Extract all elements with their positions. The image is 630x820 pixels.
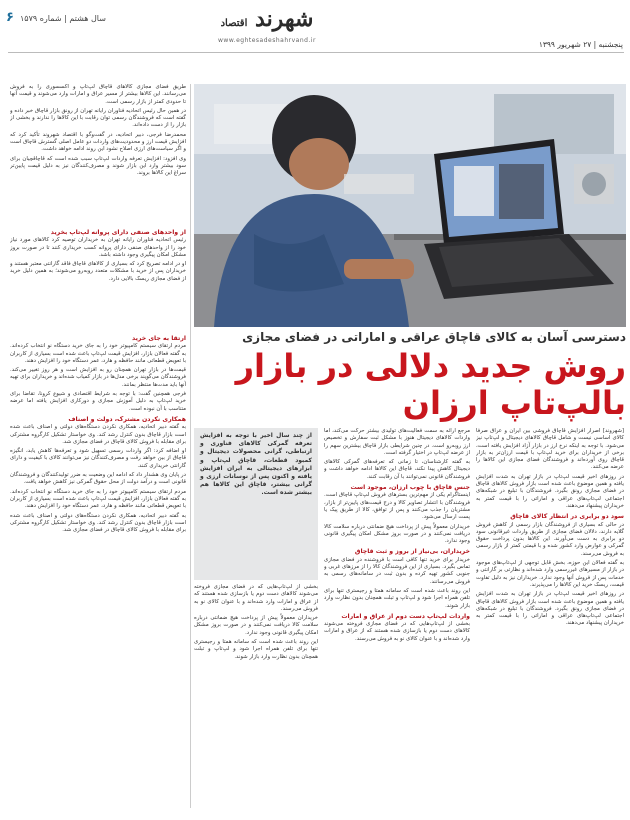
paragraph: به گفته دبیر اتحادیه، همکاری نکردن دستگاه‌های دولتی و اصناف باعث شده است بازار قاچاق بدون کنترل رشد کند. وی خواستار تشکیل کارگروه مشترکی برای مقابله با فروش کالای قاچاق در فضای مجازی شد. bbox=[10, 512, 186, 534]
paragraph: به گفته دبیر اتحادیه، همکاری نکردن دستگاه‌های دولتی و اصناف باعث شده است بازار قاچاق بدون کنترل رشد کند. وی خواستار تشکیل کارگروه مشترکی برای مقابله با فروش کالای قاچاق در فضای مجازی شد. bbox=[10, 424, 186, 445]
column-rule bbox=[190, 84, 191, 808]
paragraph: فرجی همچنین گفت: با توجه به شرایط اقتصادی و شیوع کرونا، تقاضا برای خرید لپ‌تاپ به دلیل آموزش مجازی و دورکاری افزایش یافته اما عرضه متناسب با آن نبوده است. bbox=[10, 391, 186, 412]
paragraph: او در ادامه تصریح کرد که بسیاری از کالاهای قاچاق فاقد گارانتی معتبر هستند و خریداران پس از خرید با مشکلات متعدد روبه‌رو می‌شوند؛ به همین دلیل خرید از فضای مجازی ریسک بالایی دارد. bbox=[10, 261, 186, 282]
left-lower-column bbox=[10, 332, 186, 812]
paragraph: [شهروند] اصرار افزایش قاچاق فروشی بین ایران و عراق صرفاً کالای اساسی نیست و شامل قاچاق کالاهای دیجیتال و لپ‌تاپ نیز می‌شود. با توجه به اینکه نرخ ارز در بازار آزاد افزایش یافته است، برخی از خریداران برای خرید لپ‌تاپ با قیمت ارزان‌تر به بازار قاچاق روی آورده‌اند و فروشندگان فضای مجازی این کالاها را عرضه می‌کنند. bbox=[476, 428, 624, 471]
paragraph: اینستاگرام یکی از مهم‌ترین بسترهای فروش لپ‌تاپ قاچاق است. فروشندگان با انتشار تصاویر کالا و درج قیمت‌های پایین‌تر از بازار، مشتریان را جذب می‌کنند و پس از توافق، کالا از طریق پیک یا پست ارسال می‌شود. bbox=[324, 492, 470, 521]
paragraph: این روند باعث شده است که سامانه همتا و رجیستری تنها برای تلفن همراه اجرا شود و لپ‌تاپ و تبلت همچنان بدون نظارت وارد بازار شوند. bbox=[324, 587, 470, 609]
middle-lower-column bbox=[194, 584, 318, 810]
subheading: ارتقا به جای خرید bbox=[132, 335, 186, 342]
left-top-column-2 bbox=[10, 226, 186, 330]
paragraph: در روزهای اخیر قیمت لپ‌تاپ در بازار تهران به شدت افزایش یافته و همین موضوع باعث شده است بازار فروش کالاهای قاچاق در فضای مجازی رونق بگیرد. فروشندگان با تبلیغ در شبکه‌های اجتماعی لپ‌تاپ‌های عراقی و اماراتی را با قیمت کمتر به خریداران پیشنهاد می‌دهند. bbox=[476, 473, 624, 509]
paragraph: بخشی از لپ‌تاپ‌هایی که در فضای مجازی فروخته می‌شوند کالاهای دست دوم یا بازسازی شده هستند که از عراق و امارات وارد شده‌اند و با عنوان کالای نو به فروش می‌رسند. bbox=[324, 621, 470, 642]
paragraph: قیمت‌ها در بازار تهران همچنان رو به افزایش است و هر روز تغییر می‌کند. فروشندگان می‌گویند برخی مدل‌ها در بازار کمیاب شده‌اند و خریداران برای تهیه آنها باید مدت‌ها منتظر بمانند. bbox=[10, 367, 186, 388]
subheading: واردات لپ‌تاپ دست دوم از عراق و امارات bbox=[341, 612, 470, 620]
subheading: از واحدهای صنفی دارای پروانه لپ‌تاپ بخرید bbox=[50, 229, 186, 236]
paragraph: مردم ارتقای سیستم کامپیوتر خود را به جای خرید دستگاه نو انتخاب کرده‌اند. به گفته فعالان بازار، افزایش قیمت لپ‌تاپ باعث شده است بسیاری از کاربران با تعویض قطعاتی مانند حافظه و هارد، عمر دستگاه خود را افزایش دهند. bbox=[10, 488, 186, 510]
photo-illustration bbox=[194, 84, 626, 327]
issue-info: سال هشتم | شماره ۱۵۷۹ bbox=[20, 14, 106, 23]
paragraph: در پایان وی هشدار داد که ادامه این وضعیت به ضرر تولیدکنندگان و فروشندگان قانونی است و درآمد دولت از محل حقوق گمرکی نیز کاهش خواهد یافت. bbox=[10, 472, 186, 486]
paragraph: محمدرضا فرجی، دبیر اتحادیه، در گفت‌وگو با اقتصاد شهروند تأکید کرد که افزایش قیمت ارز و محدودیت‌های واردات دو عامل اصلی گسترش قاچاق است و اگر سیاست‌های ارزی اصلاح نشود این روند ادامه خواهد داشت. bbox=[10, 131, 186, 153]
page-number: ۶ bbox=[6, 10, 14, 25]
article-photo bbox=[194, 84, 626, 327]
headline-line-2: بالپ‌تاپ ارزان bbox=[402, 384, 626, 422]
paragraph: در همین حال رئیس اتحادیه فناوران رایانه تهران از رونق بازار قاچاق خبر داده و گفته است که فروشندگان رسمی توان رقابت با این کالاها را ندارند و بخشی از بازار را از دست داده‌اند. bbox=[10, 107, 186, 129]
paragraph: در روزهای اخیر قیمت لپ‌تاپ در بازار تهران به شدت افزایش یافته و همین موضوع باعث شده است بازار فروش کالاهای قاچاق در فضای مجازی رونق بگیرد. فروشندگان با تبلیغ در شبکه‌های اجتماعی لپ‌تاپ‌های عراقی و اماراتی را با قیمت کمتر به خریداران پیشنهاد می‌دهند. bbox=[476, 591, 624, 627]
header-divider bbox=[8, 52, 624, 53]
paragraph: وی افزود: افزایش تعرفه واردات لپ‌تاپ سبب شده است که قاچاقچیان برای سود بیشتر وارد این بازار شوند و مصرف‌کنندگان نیز به دلیل قیمت پایین‌تر سراغ این کالاها بروند. bbox=[10, 155, 186, 177]
paragraph: خریداران معمولاً پیش از پرداخت هیچ ضمانتی درباره سلامت کالا دریافت نمی‌کنند و در صورت بروز مشکل امکان پیگیری قانونی وجود ندارد. bbox=[324, 523, 470, 545]
paragraph: مرجع ارائه به سمت فعالیت‌های تولیدی بیشتر حرکت می‌کند، اما واردات کالاهای دیجیتال هنوز با مشکل ثبت سفارش و تخصیص ارز روبه‌رو است. در چنین شرایطی بازار قاچاق بیشترین سهم را از عرضه لپ‌تاپ در اختیار گرفته است. bbox=[324, 428, 470, 456]
paragraph: این روند باعث شده است که سامانه همتا و رجیستری تنها برای تلفن همراه اجرا شود و لپ‌تاپ و تبلت همچنان بدون نظارت وارد بازار شوند. bbox=[194, 639, 318, 660]
logo-prefix-text: اقتصاد bbox=[220, 18, 248, 29]
paragraph: به گفته کارشناسان، تا زمانی که تعرفه‌های گمرکی کالاهای دیجیتال کاهش پیدا نکند، قاچاق این کالاها ادامه خواهد داشت و فروشندگان قانونی نمی‌توانند با آن رقابت کنند. bbox=[324, 459, 470, 480]
paragraph: خریداران معمولاً پیش از پرداخت هیچ ضمانتی درباره سلامت کالا دریافت نمی‌کنند و در صورت بروز مشکل امکان پیگیری قانونی وجود ندارد. bbox=[194, 615, 318, 636]
paragraph: مردم ارتقای سیستم کامپیوتر خود را به جای خرید دستگاه نو انتخاب کرده‌اند. به گفته فعالان بازار، افزایش قیمت لپ‌تاپ باعث شده است بسیاری از کاربران با تعویض قطعاتی مانند حافظه و هارد، عمر دستگاه خود را افزایش دهند. bbox=[10, 343, 186, 364]
subheading: همکاری نکردن مشترک، دولت و اصناف bbox=[68, 415, 186, 423]
logo-url: www.eghtesadeshahrvand.ir bbox=[218, 37, 316, 44]
dateline: پنجشنبه | ۲۷ شهریور ۱۳۹۹ bbox=[538, 40, 623, 49]
paragraph: طریق فضای مجازی کالاهای قاچاق لپ‌تاپ و اکسسوری را به فروش می‌رسانند. این کالاها بیشتر از مسیر عراق و امارات وارد می‌شوند و قیمت آنها تا حدودی کمتر از بازار رسمی است. bbox=[10, 84, 186, 105]
sidebar-quote-box bbox=[194, 428, 318, 580]
subheading: خریداران، بی‌نیاز از بروز و ثبت قاچاق bbox=[354, 548, 470, 556]
headline-line-1: روش جدید دلالی در بازار bbox=[235, 347, 626, 385]
middle-column bbox=[324, 428, 470, 810]
paragraph: بخشی از لپ‌تاپ‌هایی که در فضای مجازی فروخته می‌شوند کالاهای دست دوم یا بازسازی شده هستند که از عراق و امارات وارد شده‌اند و با عنوان کالای نو به فروش می‌رسند. bbox=[194, 584, 318, 612]
paragraph: رئیس اتحادیه فناوران رایانه تهران به خریداران توصیه کرد کالاهای مورد نیاز خود را از واحدهای صنفی دارای پروانه کسب خریداری کنند تا در صورت بروز مشکل امکان پیگیری وجود داشته باشد. bbox=[10, 237, 186, 258]
right-column bbox=[476, 428, 624, 810]
paragraph: او اضافه کرد: اگر واردات رسمی تسهیل شود و تعرفه‌ها کاهش یابد، انگیزه قاچاق از بین خواهد رفت و مصرف‌کنندگان نیز می‌توانند کالای با کیفیت و دارای گارانتی خریداری کنند. bbox=[10, 448, 186, 469]
article-kicker: دسترسی آسان به کالای قاچاق عراقی و اماراتی در فضای مجازی bbox=[242, 330, 626, 344]
article-headline bbox=[194, 348, 626, 422]
subheading: جنس قاچاق با چوب ارزان، موجود است bbox=[350, 484, 470, 492]
left-top-column bbox=[10, 84, 186, 224]
paragraph: خریدار برای خرید تنها کافی است با فروشنده در فضای مجازی تماس بگیرد. بسیاری از این فروشندگان کالا را از مرزهای غربی و جنوبی کشور تهیه کرده و بدون ثبت در سامانه‌های رسمی به فروش می‌رسانند. bbox=[324, 556, 470, 585]
masthead-logo bbox=[208, 6, 326, 46]
subheading: سود دو برابری در انتظار کالای قاچاق bbox=[510, 513, 624, 521]
paragraph: در حالی که بسیاری از فروشندگان بازار رسمی از کاهش فروش گلایه دارند، دلالان فضای مجازی از طریق واردات غیرقانونی سود دو برابری به دست می‌آورند. این کالاها بدون پرداخت حقوق گمرکی و عوارض وارد کشور شده و با قیمتی کمتر از بازار رسمی به فروش می‌رسند. bbox=[476, 521, 624, 557]
paragraph: به گفته فعالان این حوزه، بخش قابل توجهی از لپ‌تاپ‌های موجود در بازار از مسیرهای غیررسمی وارد شده‌اند و نظارتی بر گارانتی و خدمات پس از فروش آنها وجود ندارد. خریداران نیز به دلیل تفاوت قیمت، ریسک خرید این کالاها را می‌پذیرند. bbox=[476, 560, 624, 588]
logo-main-text: شهرند bbox=[255, 6, 314, 32]
sidebar-quote: از چند سال اخیر با توجه به افزایش تعرفه گمرکی کالاهای فناوری و ارتباطی، گرانی محصولات دیجیتال و کمبود قطعات، قاچاق لپ‌تاپ و ابزارهای دیجیتالی به ایران افزایش یافته و اکنون پس از نوسانات ارزی و گرانی بیشتر، قاچاق این کالاها هم بیشتر شده است. bbox=[200, 432, 312, 497]
